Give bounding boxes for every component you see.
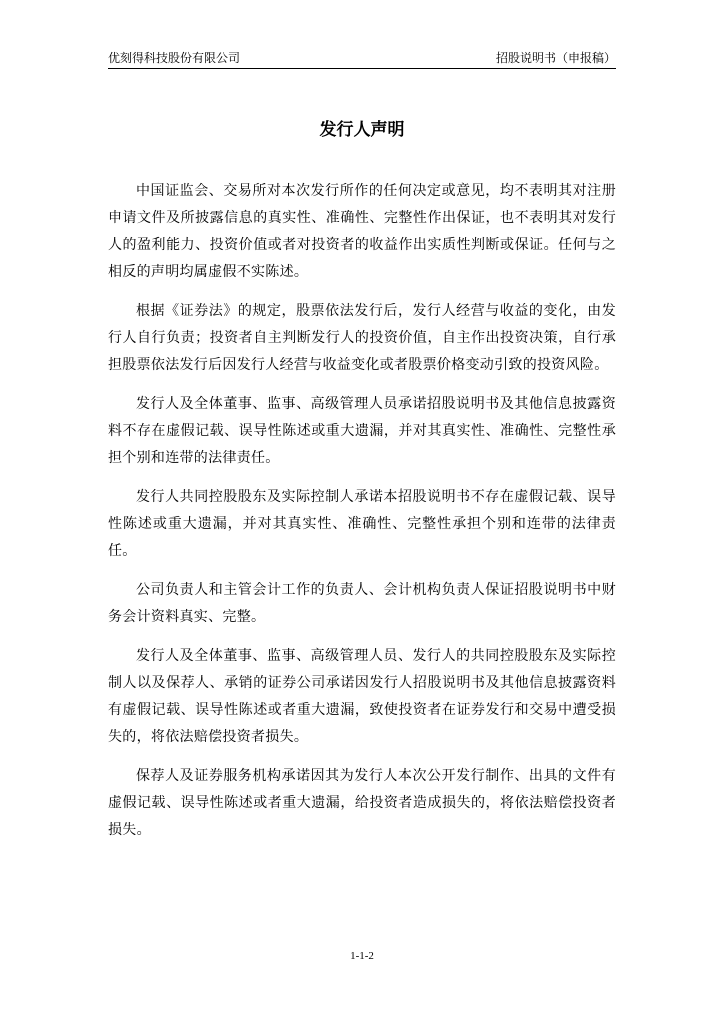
page-header xyxy=(108,48,616,68)
paragraph-financial-accuracy: 公司负责人和主管会计工作的负责人、会计机构负责人保证招股说明书中财务会计资料真实、完整。 xyxy=(108,582,616,625)
page-title: 发行人声明 xyxy=(319,120,405,140)
statement-body xyxy=(108,178,616,856)
paragraph-service-institutions: 保荐人及证券服务机构承诺因其为发行人本次公开发行制作、出具的文件有虚假记载、误导性陈述或者重大遗漏，给投资者造成损失的，将依法赔偿投资者损失。 xyxy=(108,768,616,838)
paragraph-regulator-disclaimer: 中国证监会、交易所对本次发行所作的任何决定或意见，均不表明其对注册申请文件及所披露信息的真实性、准确性、完整性作出保证，也不表明其对发行人的盈利能力、投资价值或者对投资者的收益作出实质性判断或保证。任何与之相反的声明均属虚假不实陈述。 xyxy=(108,183,616,280)
paragraph-directors-commitment: 发行人及全体董事、监事、高级管理人员承诺招股说明书及其他信息披露资料不存在虚假记载、误导性陈述或重大遗漏，并对其真实性、准确性、完整性承担个别和连带的法律责任。 xyxy=(108,396,616,466)
page-number: 1-1-2 xyxy=(350,950,374,962)
paragraph-investment-risk: 根据《证券法》的规定，股票依法发行后，发行人经营与收益的变化，由发行人自行负责；投资者自主判断发行人的投资价值，自主作出投资决策，自行承担股票依法发行后因发行人经营与收益变化或者股票价格变动引致的投资风险。 xyxy=(108,303,616,373)
paragraph-compensation-commitment: 发行人及全体董事、监事、高级管理人员、发行人的共同控股股东及实际控制人以及保荐人、承销的证券公司承诺因发行人招股说明书及其他信息披露资料有虚假记载、误导性陈述或者重大遗漏，致使投资者在证券发行和交易中遭受损失的，将依法赔偿投资者损失。 xyxy=(108,648,616,745)
paragraph-controlling-shareholders: 发行人共同控股股东及实际控制人承诺本招股说明书不存在虚假记载、误导性陈述或重大遗漏，并对其真实性、准确性、完整性承担个别和连带的法律责任。 xyxy=(108,489,616,559)
header-divider xyxy=(108,68,616,69)
header-company-name: 优刻得科技股份有限公司 xyxy=(108,51,241,65)
header-document-title: 招股说明书（申报稿） xyxy=(495,51,616,65)
